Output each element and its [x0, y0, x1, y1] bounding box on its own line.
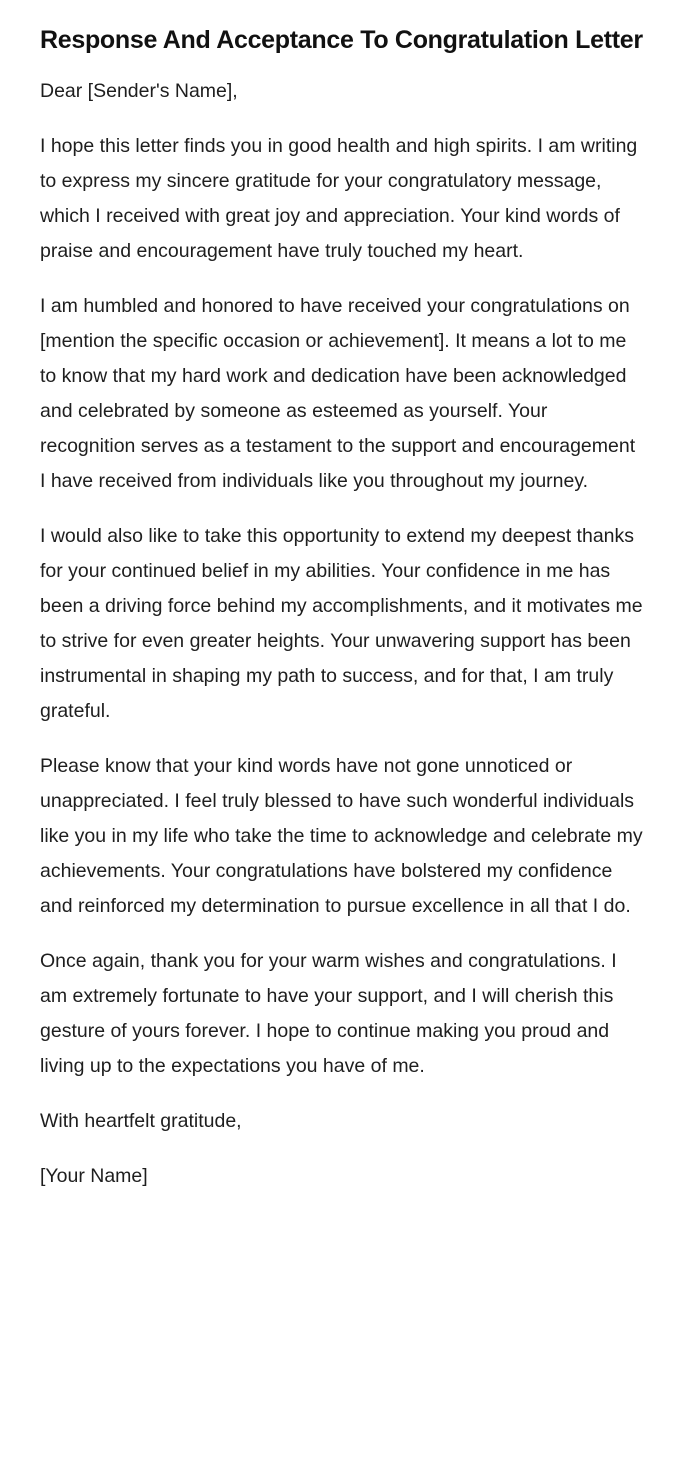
letter-paragraph-1: I hope this letter finds you in good health and high spirits. I am writing to express my sincere gratitude for your congratulatory message, which I received with great joy and appreciation. Your kind words of praise and encouragement have truly touched my heart. [40, 135, 638, 262]
letter-paragraph-5: Once again, thank you for your warm wishes and congratulations. I am extremely fortunate to have your support, and I will cherish this gesture of yours forever. I hope to continue making you proud and living up to the expectations you have of me. [40, 950, 617, 1077]
letter-paragraph-2: I am humbled and honored to have received your congratulations on [mention the specific occasion or achievement]. It means a lot to me to know that my hard work and dedication have been acknowledged and celebrated by someone as esteemed as yourself. Your recognition serves as a testament to the support and encouragement I have received from individuals like you throughout my journey. [40, 295, 636, 492]
letter-signature: [Your Name] [40, 1165, 148, 1187]
letter-paragraph-4: Please know that your kind words have not gone unnoticed or unappreciated. I feel truly blessed to have such wonderful individuals like you in my life who take the time to acknowledge and celebrate my achievements. Your congratulations have bolstered my confidence and reinforced my determination to pursue excellence in all that I do. [40, 755, 643, 917]
letter-paragraph-3: I would also like to take this opportunity to extend my deepest thanks for your continued belief in my abilities. Your confidence in me has been a driving force behind my accomplishments, and it motivates me to strive for even greater heights. Your unwavering support has been instrumental in shaping my path to success, and for that, I am truly grateful. [40, 525, 643, 722]
letter-closing: With heartfelt gratitude, [40, 1110, 242, 1132]
letter-salutation: Dear [Sender's Name], [40, 80, 238, 102]
letter-title: Response And Acceptance To Congratulation Letter [40, 26, 643, 54]
letter-document [40, 18, 644, 1194]
